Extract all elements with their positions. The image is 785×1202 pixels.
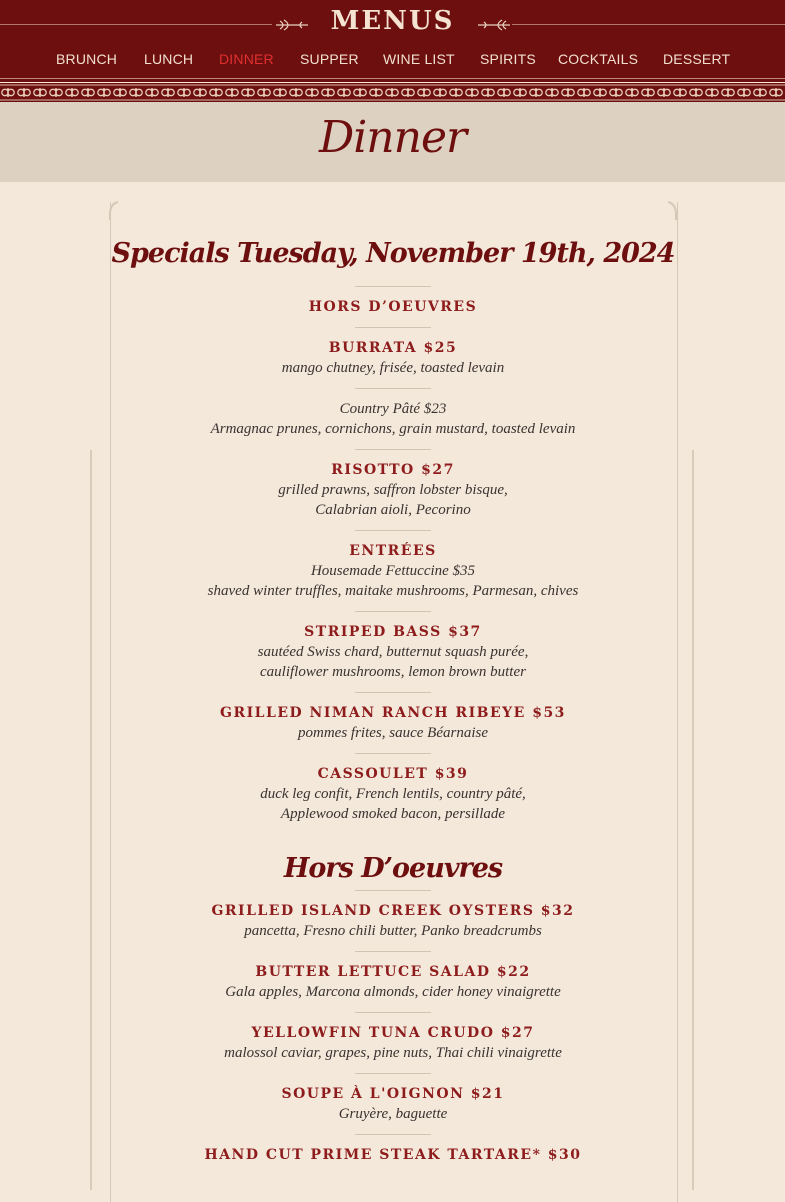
menu-item [111,1074,675,1134]
dish-name: BURRATA $25 [328,340,458,356]
card-corner-left-icon [106,200,120,220]
hors-doeuvres-list [111,890,675,1175]
dish-name: ENTRÉES [349,543,437,559]
dish-description: sautéed Swiss chard, butternut squash purée, [257,644,529,660]
dish-description: pommes frites, sauce Béarnaise [298,725,488,741]
dish-description: duck leg confit, French lentils, country pâté, [260,786,526,802]
menu-item [111,612,675,692]
menu-item [111,1135,675,1175]
nav-spirits[interactable]: SPIRITS [480,51,536,67]
menu-item [111,531,675,611]
nav-lunch[interactable]: LUNCH [144,51,194,67]
flourish-right-icon [476,16,512,34]
menu-item [111,389,675,449]
dish-description: cauliflower mushrooms, lemon brown butter [260,664,526,680]
specials-list [111,286,675,834]
dish-description: grilled prawns, saffron lobster bisque, [278,482,508,498]
frame-bar-right [692,450,694,1190]
specials-title: Specials Tuesday, November 19th, 2024 [111,238,675,269]
dish-description: Gruyère, baguette [338,1106,448,1122]
dish-name: RISOTTO $27 [331,462,455,478]
dish-name: STRIPED BASS $37 [304,624,482,640]
dish-description: mango chutney, frisée, toasted levain [281,360,505,376]
dish-name: GRILLED ISLAND CREEK OYSTERS $32 [211,903,575,919]
hors-doeuvres-title: Hors D’oeuvres [283,853,503,884]
nav-dinner[interactable]: DINNER [219,51,274,67]
dish-name: HORS D’OEUVRES [308,299,478,315]
dish-description: malossol caviar, grapes, pine nuts, Thai chili vinaigrette [224,1045,562,1061]
dish-description: Gala apples, Marcona almonds, cider honey vinaigrette [225,984,561,1000]
card-corner-right-icon [666,200,680,220]
page-title: Dinner [318,112,467,163]
dish-description: Applewood smoked bacon, persillade [280,806,506,822]
site-header [0,0,785,82]
nav-supper[interactable]: SUPPER [300,51,359,67]
dish-description: Calabrian aioli, Pecorino [315,502,471,518]
ornamental-border [0,83,785,102]
menu-item [111,952,675,1012]
ornament-pattern-icon [0,83,785,102]
nav-cocktails[interactable]: COCKTAILS [558,51,639,67]
dish-description: pancetta, Fresno chili butter, Panko breadcrumbs [244,923,542,939]
menu-item [111,693,675,753]
dish-name: HAND CUT PRIME STEAK TARTARE* $30 [204,1147,582,1163]
menu-item [111,287,675,327]
dish-description: Housemade Fettuccine $35 [310,563,476,579]
dish-name: YELLOWFIN TUNA CRUDO $27 [251,1025,535,1041]
dish-name: SOUPE À L'OIGNON $21 [281,1086,505,1102]
frame-bar-left [90,450,92,1190]
dish-description: Armagnac prunes, cornichons, grain mustard, toasted levain [210,421,576,437]
dish-name: GRILLED NIMAN RANCH RIBEYE $53 [220,705,566,721]
dish-name: CASSOULET $39 [317,766,469,782]
menu-item [111,328,675,388]
nav-brunch[interactable]: BRUNCH [56,51,118,67]
menu-item [111,891,675,951]
menu-item [111,450,675,530]
page-hero [0,102,785,182]
menu-item [111,754,675,834]
nav-wine-list[interactable]: WINE LIST [383,51,455,67]
menu-content [111,226,675,1175]
menus-title: MENUS [330,6,455,36]
menu-nav [0,51,785,71]
menu-item [111,1013,675,1073]
dish-description: shaved winter truffles, maitake mushrooms, Parmesan, chives [207,583,579,599]
nav-divider [0,78,785,79]
dish-name: BUTTER LETTUCE SALAD $22 [255,964,531,980]
nav-dessert[interactable]: DESSERT [663,51,731,67]
dish-description: Country Pâté $23 [339,401,447,417]
